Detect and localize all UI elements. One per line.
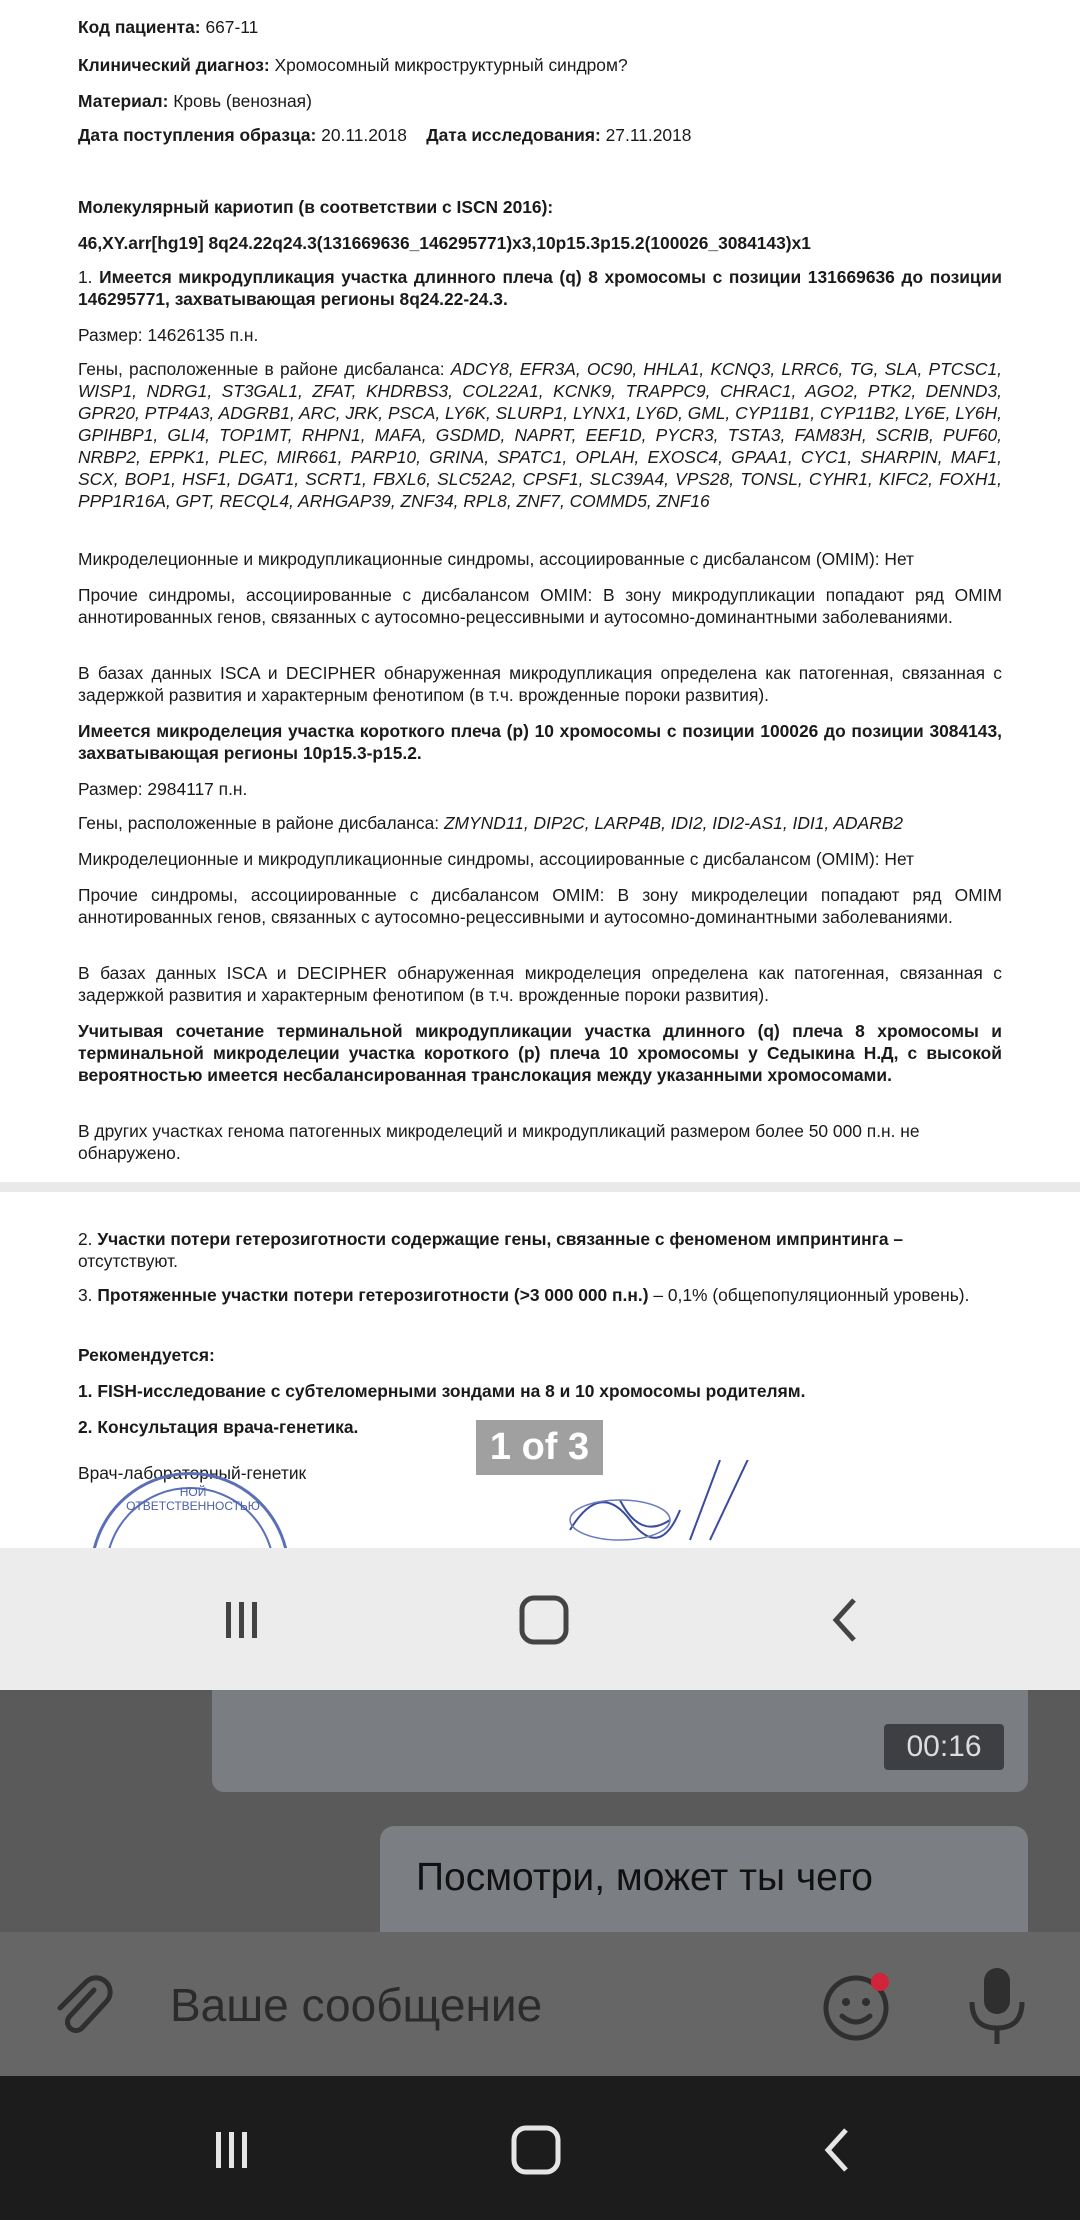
recommended-heading: Рекомендуется:	[78, 1345, 215, 1365]
home-icon[interactable]	[506, 2120, 566, 2180]
back-icon[interactable]	[808, 2120, 868, 2180]
size-1: Размер: 14626135 п.н.	[78, 325, 259, 345]
message-input[interactable]: Ваше сообщение	[170, 1979, 543, 2031]
microphone-icon[interactable]	[962, 1962, 1032, 2048]
isca-1: В базах данных ISCA и DECIPHER обнаруженная микродупликация определена как патогенная, связанная с задержкой развития и характерным фенотипом (в т.ч. врожденные пороки развития).	[78, 663, 1002, 705]
text-message-bubble[interactable]	[380, 1826, 1028, 1932]
omim-1: Микроделеционные и микродупликационные синдромы, ассоциированные с дисбалансом (OMIM): Нет	[78, 549, 915, 569]
isca-2: В базах данных ISCA и DECIPHER обнаруженная микроделеция определена как патогенная, связанная с задержкой развития и характерным фенотипом (в т.ч. врожденные пороки развития).	[78, 963, 1002, 1005]
message-text: Посмотри, может ты чего	[416, 1856, 873, 1899]
genes-2: Гены, расположенные в районе дисбаланса: ZMYND11, DIP2C, LARP4B, IDI2, IDI2-AS1, IDI1, ADARB2	[78, 813, 904, 833]
emoji-icon[interactable]	[820, 1968, 896, 2044]
material-line: Материал: Кровь (венозная)	[78, 91, 312, 111]
karyotype-heading: Молекулярный кариотип (в соответствии с ISCN 2016):	[78, 197, 554, 217]
dates-line: Дата поступления образца: 20.11.2018 Дата исследования: 27.11.2018	[78, 125, 692, 145]
back-icon[interactable]	[816, 1590, 876, 1650]
other-syndromes-1: Прочие синдромы, ассоциированные с дисбалансом OMIM: В зону микродупликации попадают ряд OMIM аннотированных генов, связанных с аутосомно-рецессивными и аутосомно-доминантными заболеваниями.	[78, 585, 1002, 627]
home-icon[interactable]	[514, 1590, 574, 1650]
conclusion: Учитывая сочетание терминальной микродупликации участка длинного (q) плеча 8 хромосомы и терминальной микроделеции участка короткого (p) плеча 10 хромосомы у Седыкина Н.Д, с высокой вероятностью имеется несбалансированная транслокация между указанными хромосомами.	[78, 1021, 1002, 1085]
stamp-seal: НОЙ ОТВЕТСТВЕННОСТЬЮ	[90, 1472, 290, 1548]
overlay-navigation-bar	[0, 1548, 1080, 1690]
diagnosis-line: Клинический диагноз: Хромосомный микроструктурный синдром?	[78, 55, 628, 75]
message-input-bar	[0, 1932, 1080, 2076]
genes-1: Гены, расположенные в районе дисбаланса: ADCY8, EFR3A, OC90, HHLA1, KCNQ3, LRRC6, TG, SLA, PTCSC1, WISP1, NDRG1, ST3GAL1, ZFAT, KHDRBS3, COL22A1, KCNK9, TRAPPC9, CHRAC1, AGO2, PTK2, DENND3, GPR20, PTP4A3, ADGRB1, ARC, JRK, PSCA, LY6K, SLURP1, LYNX1, LY6D, GML, CYP11B1, CYP11B2, LY6E, LY6H, GPIHBP1, GLI4, TOP1MT, RHPN1, MAFA, GSDMD, NAPRT, EEF1D, PYCR3, TSTA3, FAM83H, SCRIB, PUF60, NRBP2, EPPK1, PLEC, MIR661, PARP10, GRINA, SPATC1, OPLAH, EXOSC4, GPAA1, CYC1, SHARPIN, MAF1, SCX, BOP1, HSF1, DGAT1, SCRT1, FBXL6, SLC52A2, CPSF1, SLC39A4, VPS28, TONSL, CYHR1, KIFC2, FOXH1, PPP1R16A, GPT, RECQL4, ARHGAP39, ZNF34, RPL8, ZNF7, COMMD5, ZNF16	[78, 359, 1002, 511]
chat-area[interactable]	[0, 1690, 1080, 1932]
paperclip-icon[interactable]	[48, 1972, 118, 2042]
size-2: Размер: 2984117 п.н.	[78, 779, 248, 799]
doctor-title: Врач-лабораторный-генетик	[78, 1463, 307, 1483]
other-regions: В других участках генома патогенных микроделеций и микродупликаций размером более 50 000 п.н. не обнаружено.	[78, 1121, 920, 1163]
karyotype-value: 46,XY.arr[hg19] 8q24.22q24.3(131669636_146295771)x3,10p15.3p15.2(100026_3084143)x1	[78, 233, 811, 253]
recents-icon[interactable]	[212, 1590, 272, 1650]
voice-duration: 00:16	[884, 1724, 1004, 1770]
page-indicator: 1 of 3	[476, 1420, 603, 1475]
item-1: 1. Имеется микродупликация участка длинного плеча (q) 8 хромосомы с позиции 131669636 до позиции 146295771, захватывающая регионы 8q24.22-24.3.	[78, 267, 1002, 309]
recommendation-2: 2. Консультация врача-генетика.	[78, 1417, 359, 1437]
voice-message-bubble[interactable]	[212, 1690, 1028, 1792]
recents-icon[interactable]	[202, 2120, 262, 2180]
omim-2: Микроделеционные и микродупликационные синдромы, ассоциированные с дисбалансом (OMIM): Нет	[78, 849, 915, 869]
p2-item-2: 2. Участки потери гетерозиготности содержащие гены, связанные с феноменом импринтинга – отсутствуют.	[78, 1229, 904, 1271]
p2-item-3: 3. Протяженные участки потери гетерозиготности (>3 000 000 п.н.) – 0,1% (общепопуляционный уровень).	[78, 1285, 970, 1305]
page-separator	[0, 1182, 1080, 1192]
item-2: Имеется микроделеция участка короткого плеча (p) 10 хромосомы с позиции 100026 до позиции 3084143, захватывающая регионы 10p15.3-p15.2.	[78, 721, 1002, 763]
system-navigation-bar	[0, 2076, 1080, 2220]
recommendation-1: 1. FISH-исследование с субтеломерными зондами на 8 и 10 хромосомы родителям.	[78, 1381, 806, 1401]
other-syndromes-2: Прочие синдромы, ассоциированные с дисбалансом OMIM: В зону микроделеции попадают ряд OMIM аннотированных генов, связанных с аутосомно-рецессивными и аутосомно-доминантными заболеваниями.	[78, 885, 1002, 927]
patient-code-line: Код пациента: 667-11	[78, 17, 259, 37]
